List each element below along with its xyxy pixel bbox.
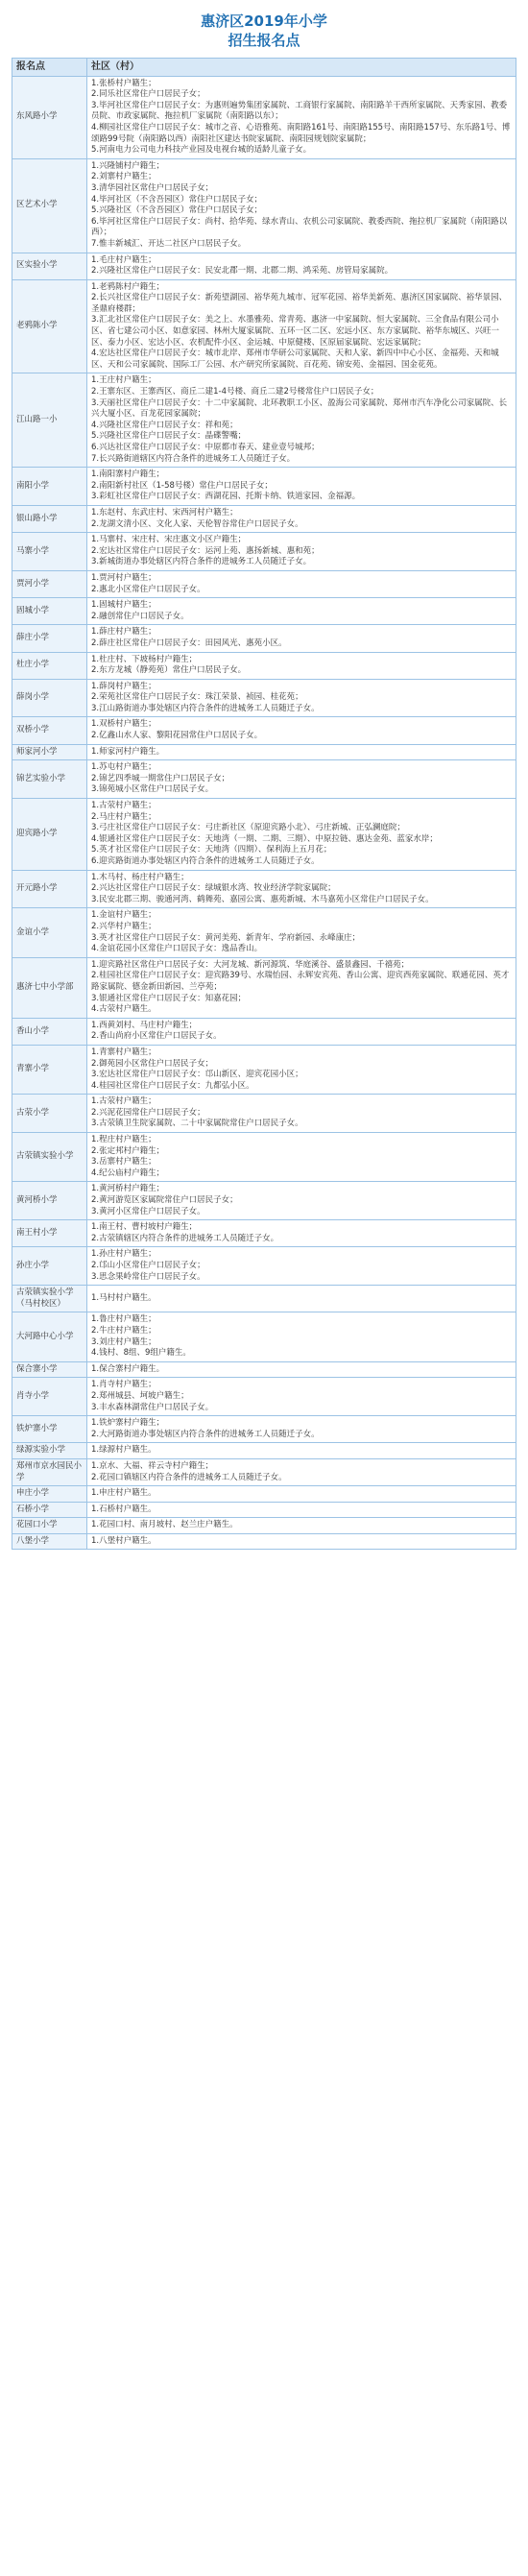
community-cell	[87, 1458, 516, 1485]
community-line: 4.毕河社区（不含吾园区）常住户口居民子女；	[91, 194, 263, 205]
community-line: 1.兴隆铺村户籍生；	[91, 160, 165, 171]
school-name-cell: 江山路一小	[12, 373, 87, 468]
community-line: 2.桂园社区常住户口居民子女：迎宾路39号、水瑞怡园、永辉安宾苑、香山公寓、迎宾西苑家属院、联通花园、英才路家属院、德金新田新园、兰亭苑；	[91, 971, 510, 992]
community-line: 2.古荥镇辖区内符合条件的进城务工人员随迁子女。	[91, 1233, 279, 1243]
community-line: 2.兴隆社区常住户口居民子女：民安北郡一期、北郡二期、鸿采苑、房管局家属院。	[91, 266, 394, 277]
school-name-cell: 青寨小学	[12, 1045, 87, 1094]
community-line: 3.弓庄社区常住户口居民子女：弓庄新社区（原迎宾路小北）、弓庄新城、正弘澜庭院；	[91, 823, 405, 833]
community-line: 4.桂园社区常住户口居民子女：九都弘小区。	[91, 1080, 254, 1091]
community-line: 1.东赵村、东武庄村、宋西河村户籍生；	[91, 507, 238, 518]
community-line: 2.锦艺四季城一期常住户口居民子女；	[91, 773, 230, 783]
table-row	[12, 1378, 516, 1416]
community-line: 2.刘寨村户籍生；	[91, 172, 156, 182]
community-line: 1.马村村户籍生。	[91, 1292, 156, 1303]
table-row	[12, 533, 516, 571]
table-row	[12, 652, 516, 679]
school-name-cell: 古荥小学	[12, 1095, 87, 1133]
school-name-cell: 区实验小学	[12, 253, 87, 279]
table-body	[12, 76, 516, 1550]
community-line: 1.固城村户籍生；	[91, 600, 156, 611]
community-line: 2.融创常住户口居民子女。	[91, 611, 189, 621]
table-row	[12, 1018, 516, 1045]
community-cell	[87, 1095, 516, 1133]
community-cell	[87, 253, 516, 279]
community-line: 1.杜庄村、下坡杨村户籍生；	[91, 654, 198, 664]
school-name-cell: 八堡小学	[12, 1533, 87, 1550]
community-line: 2.香山尚府小区常住户口居民子女。	[91, 1031, 222, 1042]
community-cell	[87, 760, 516, 799]
school-name-cell: 黄河桥小学	[12, 1182, 87, 1220]
table-row	[12, 679, 516, 717]
community-line: 1.八堡村户籍生。	[91, 1535, 156, 1546]
community-cell	[87, 1182, 516, 1220]
table-row	[12, 505, 516, 532]
community-cell	[87, 373, 516, 468]
community-line: 1.肖寺村户籍生；	[91, 1380, 156, 1390]
community-line: 1.薛庄村户籍生；	[91, 627, 156, 638]
table-row	[12, 870, 516, 908]
community-cell	[87, 1416, 516, 1443]
school-name-cell: 石桥小学	[12, 1502, 87, 1518]
community-cell	[87, 1018, 516, 1045]
community-line: 5.兴隆社区（不含吾园区）常住户口居民子女；	[91, 205, 263, 216]
community-line: 2.南阳新村社区（1-58号楼）常住户口居民子女；	[91, 480, 273, 491]
community-line: 4.钱村、8组、9组户籍生。	[91, 1348, 191, 1359]
community-line: 1.金谊村户籍生；	[91, 910, 156, 921]
community-line: 7.惟丰新城汇、开达二社区户口居民子女。	[91, 238, 247, 249]
community-line: 1.苏屯村户籍生；	[91, 762, 156, 773]
community-line: 3.新城街道办事处辖区内符合条件的进城务工人员随迁子女。	[91, 557, 312, 567]
community-line: 4.兴隆社区常住户口居民子女：祥和苑；	[91, 420, 238, 430]
community-line: 2.马庄村户籍生；	[91, 811, 156, 822]
community-line: 2.张定邦村户籍生；	[91, 1145, 165, 1156]
community-line: 2.邙山小区常住户口居民子女；	[91, 1261, 205, 1270]
community-cell	[87, 1133, 516, 1182]
community-line: 2.兴华村户籍生；	[91, 921, 156, 931]
school-name-cell: 马寨小学	[12, 533, 87, 571]
community-line: 6.毕河社区常住户口居民子女：尚村、拾华苑、绿水青山、农机公司家属院、教委西院、拖拉机厂家属院（南阳路以西）；	[91, 216, 508, 238]
school-name-cell: 固城小学	[12, 598, 87, 625]
community-line: 2.花园口镇辖区内符合条件的进城务工人员随迁子女。	[91, 1472, 287, 1482]
community-line: 6.迎宾路街道办事处辖区内符合条件的进城务工人员随迁子女。	[91, 856, 320, 866]
community-cell	[87, 744, 516, 760]
community-line: 1.迎宾路社区常住户口居民子女：大河龙城、新河源筑、华庭溪谷、盛景鑫园、千禧苑；	[91, 959, 410, 970]
community-line: 2.亿鑫山水人家、黎阳花园常住户口居民子女。	[91, 731, 263, 741]
community-line: 1.张桥村户籍生；	[91, 78, 156, 88]
community-line: 3.宏达社区常住户口居民子女：邙山新区、迎宾花园小区；	[91, 1070, 303, 1080]
table-row	[12, 1416, 516, 1443]
community-line: 1.花园口村、南月坡村、赵兰庄户籍生。	[91, 1520, 238, 1530]
school-name-cell: 金谊小学	[12, 908, 87, 957]
community-line: 1.贾河村户籍生；	[91, 572, 156, 583]
school-name-cell: 师家河小学	[12, 744, 87, 760]
community-cell	[87, 679, 516, 717]
school-name-cell: 杜庄小学	[12, 652, 87, 679]
table-row	[12, 1518, 516, 1534]
table-row	[12, 1045, 516, 1094]
community-cell	[87, 870, 516, 908]
school-name-cell: 孙庄小学	[12, 1247, 87, 1286]
community-cell	[87, 1286, 516, 1312]
community-line: 2.惠北小区常住户口居民子女。	[91, 584, 205, 594]
community-line: 1.黄河桥村户籍生；	[91, 1184, 165, 1194]
school-name-cell: 惠济七中小学部	[12, 957, 87, 1018]
community-cell	[87, 1045, 516, 1094]
school-name-cell: 银山路小学	[12, 505, 87, 532]
table-row	[12, 468, 516, 506]
community-line: 1.双桥村户籍生；	[91, 719, 156, 730]
table-row	[12, 158, 516, 253]
community-line: 2.黄河游览区家属院常住户口居民子女；	[91, 1195, 238, 1206]
community-line: 5.英才社区常住户口居民子女：天地湾（四期）、保利海上五月花；	[91, 845, 332, 855]
table-row	[12, 1486, 516, 1503]
school-name-cell: 双桥小学	[12, 717, 87, 744]
school-name-cell: 开元路小学	[12, 870, 87, 908]
table-row	[12, 625, 516, 652]
community-line: 1.京水、大福、祥云寺村户籍生；	[91, 1460, 214, 1471]
community-line: 4.柳园社区常住户口居民子女：城市之音、心语雅苑、南阳路161号、南阳路155号、南阳路157号、东乐路1号、博颂路99号院（南阳路以西）南阳社区建达书院家属院、南阳园规划院家属院；	[91, 122, 511, 144]
table-row	[12, 1247, 516, 1286]
school-name-cell: 保合寨小学	[12, 1361, 87, 1378]
community-line: 4.宏达社区常住户口居民子女：城市北岸、郑州市华研公司家属院、天和人家、新四中中心小区、金福苑、天和城区、天和公司家属院、国际工厂公园、水产研究所家属院、百花苑、锦安苑、金福园、国金花苑。	[91, 349, 499, 370]
community-cell	[87, 279, 516, 373]
community-line: 1.老鸦陈村户籍生；	[91, 281, 165, 292]
school-name-cell: 铁炉寨小学	[12, 1416, 87, 1443]
community-cell	[87, 505, 516, 532]
table-row	[12, 1533, 516, 1550]
community-line: 2.兴泥花园常住户口居民子女；	[91, 1107, 205, 1118]
table-row	[12, 1458, 516, 1485]
community-line: 1.南阳寨村户籍生；	[91, 469, 165, 480]
community-line: 3.丰水森林湖常住户口居民子女。	[91, 1402, 214, 1412]
community-line: 1.王庄村户籍生；	[91, 375, 156, 386]
table-row	[12, 957, 516, 1018]
community-cell	[87, 908, 516, 957]
community-cell	[87, 570, 516, 597]
table-row	[12, 598, 516, 625]
table-row	[12, 1133, 516, 1182]
school-name-cell: 申庄小学	[12, 1486, 87, 1503]
community-line: 1.申庄村户籍生。	[91, 1488, 156, 1499]
community-cell	[87, 1502, 516, 1518]
community-line: 2.宏达社区常住户口居民子女：运河上苑、惠扬新城、惠和苑；	[91, 545, 320, 556]
school-name-cell: 郑州市京水园民小学	[12, 1458, 87, 1485]
community-cell	[87, 1518, 516, 1534]
community-line: 2.荣苑社区常住户口居民子女：珠江荣景、祯园、桂花苑；	[91, 692, 303, 703]
school-name-cell: 南王村小学	[12, 1220, 87, 1247]
school-name-cell: 绿源实验小学	[12, 1443, 87, 1459]
community-line: 2.御苑园小区常住户口居民子女；	[91, 1058, 214, 1069]
community-line: 1.古荥村户籍生；	[91, 801, 156, 811]
community-line: 1.南王村、曹村坡村户籍生；	[91, 1222, 198, 1233]
community-line: 5.河南电力公司电力科技产业园及电视台城的适龄儿童子女。	[91, 145, 312, 156]
school-name-cell: 薛庄小学	[12, 625, 87, 652]
community-line: 3.天丽社区常住户口居民子女：十二中家属院、北环教职工小区、盈海公司家属院、郑州市汽车净化公司家属院、长兴大厦小区、百龙花园家属院；	[91, 397, 508, 420]
community-line: 2.郑州城县、坷坡户籍生；	[91, 1390, 189, 1401]
community-line: 1.师家河村户籍生。	[91, 746, 165, 757]
community-line: 3.英才社区常住户口居民子女：黄河美苑、新青年、学府新园、永峰康庄；	[91, 932, 361, 943]
community-line: 1.程庄村户籍生；	[91, 1135, 156, 1145]
table-row	[12, 253, 516, 279]
community-cell	[87, 652, 516, 679]
school-name-cell: 区艺术小学	[12, 158, 87, 253]
table-row	[12, 373, 516, 468]
community-line: 3.清华园社区常住户口居民子女；	[91, 182, 214, 193]
community-line: 3.彩虹社区常住户口居民子女：西湖花园、托斯卡纳、铁道家园、金福源。	[91, 492, 361, 502]
column-header-community: 社区（村）	[87, 59, 516, 77]
table-row	[12, 1443, 516, 1459]
community-line: 3.黄河小区常住户口居民子女。	[91, 1206, 205, 1216]
community-line: 3.刘庄村户籍生；	[91, 1336, 156, 1347]
community-line: 3.古荥镇卫生院家属院、二十中家属院常住户口居民子女。	[91, 1119, 303, 1129]
community-cell	[87, 1378, 516, 1416]
enrollment-table	[12, 58, 516, 1550]
community-line: 7.长兴路街道辖区内符合条件的进城务工人员随迁子女。	[91, 453, 296, 464]
community-line: 3.思念果岭常住户口居民子女。	[91, 1271, 205, 1282]
table-row	[12, 1502, 516, 1518]
school-name-cell: 老鸦陈小学	[12, 279, 87, 373]
table-row	[12, 1182, 516, 1220]
school-name-cell: 古荥镇实验小学（马村校区）	[12, 1286, 87, 1312]
table-row	[12, 1286, 516, 1312]
school-name-cell: 薛岗小学	[12, 679, 87, 717]
school-name-cell: 贾河小学	[12, 570, 87, 597]
community-cell	[87, 158, 516, 253]
community-line: 2.长兴社区常住户口居民子女：新苑望湖园、裕华苑九城市、冠军花园、裕华美新苑、惠济区国家属院、裕华景园、圣鼎府楼群；	[91, 293, 508, 314]
school-name-cell: 东风路小学	[12, 76, 87, 158]
community-cell	[87, 1361, 516, 1378]
community-cell	[87, 799, 516, 871]
table-row	[12, 744, 516, 760]
table-row	[12, 76, 516, 158]
table-header-row	[12, 59, 516, 77]
table-row	[12, 760, 516, 799]
community-cell	[87, 957, 516, 1018]
community-line: 1.石桥村户籍生。	[91, 1504, 156, 1514]
column-header-school: 报名点	[12, 59, 87, 77]
table-row	[12, 279, 516, 373]
community-line: 2.同乐社区常住户口居民子女；	[91, 89, 205, 100]
school-name-cell: 锦艺实验小学	[12, 760, 87, 799]
school-name-cell: 大河路中心小学	[12, 1312, 87, 1361]
community-line: 1.木马村、杨庄村户籍生；	[91, 872, 189, 882]
community-line: 1.西黄刘村、马庄村户籍生；	[91, 1020, 198, 1030]
table-row	[12, 1095, 516, 1133]
community-line: 1.保合寨村户籍生。	[91, 1363, 165, 1374]
community-line: 1.铁炉寨村户籍生；	[91, 1418, 165, 1429]
community-line: 6.兴达社区常住户口居民子女：中原都市春天、建业壹号城邦；	[91, 443, 320, 452]
table-row	[12, 1312, 516, 1361]
community-line: 1.薛岗村户籍生；	[91, 681, 156, 691]
community-line: 1.孙庄村户籍生；	[91, 1249, 156, 1260]
community-line: 3.汇北社区常住户口居民子女：美之上、水墨雅苑、常青苑、惠济一中家属院、恒大家属院、三全食品有限公司小区、省七建公司小区、如意家园、林州大厦家属院、五环一区二区、宏远小区、东方家属院、裕华东城区、兴旺一区、泰力小区、宏达小区、农机配件小区、金运城、中原健楼、区原届家属院、宏远家属院；	[91, 315, 500, 348]
community-cell	[87, 1312, 516, 1361]
community-line: 1.鲁庄村户籍生；	[91, 1314, 156, 1325]
table-row	[12, 717, 516, 744]
community-cell	[87, 76, 516, 158]
table-row	[12, 799, 516, 871]
community-line: 3.岳寨村户籍生；	[91, 1157, 156, 1168]
community-line: 5.兴隆社区常住户口居民子女：晶碟警嘴；	[91, 431, 247, 442]
community-line: 1.马寨村、宋庄村、宋庄惠文小区户籍生；	[91, 535, 247, 545]
community-line: 3.银通社区常住户口居民子女：知嘉花园；	[91, 993, 247, 1003]
community-cell	[87, 625, 516, 652]
community-line: 4.古荥村户籍生。	[91, 1004, 156, 1015]
community-line: 2.牛庄村户籍生；	[91, 1325, 156, 1336]
community-line: 2.东方龙城（静苑苑）常住户口居民子女。	[91, 665, 247, 676]
school-name-cell: 古荥镇实验小学	[12, 1133, 87, 1182]
document-title: 惠济区2019年小学	[201, 12, 327, 30]
community-cell	[87, 598, 516, 625]
community-line: 1.古荥村户籍生；	[91, 1096, 156, 1107]
table-row	[12, 570, 516, 597]
community-line: 4.金谊花园小区常住户口居民子女：逸品香山。	[91, 944, 263, 954]
community-cell	[87, 1486, 516, 1503]
community-line: 2.龙湖文清小区、文化人家、天伦智谷常住户口居民子女。	[91, 518, 303, 529]
table-row	[12, 1220, 516, 1247]
school-name-cell: 香山小学	[12, 1018, 87, 1045]
community-line: 4.纪公庙村户籍生；	[91, 1168, 165, 1178]
community-line: 1.青寨村户籍生；	[91, 1047, 156, 1057]
community-cell	[87, 717, 516, 744]
community-line: 2.薛庄社区常住户口居民子女：田园风光、惠苑小区。	[91, 638, 287, 648]
community-line: 3.锦苑城小区常住户口居民子女。	[91, 784, 214, 795]
school-name-cell: 花园口小学	[12, 1518, 87, 1534]
school-name-cell: 迎宾路小学	[12, 799, 87, 871]
table-row	[12, 1361, 516, 1378]
school-name-cell: 南阳小学	[12, 468, 87, 506]
community-line: 1.绿源村户籍生。	[91, 1445, 156, 1456]
table-row	[12, 908, 516, 957]
community-cell	[87, 533, 516, 571]
school-name-cell: 肖寺小学	[12, 1378, 87, 1416]
community-line: 1.毛庄村户籍生；	[91, 254, 156, 265]
community-cell	[87, 1533, 516, 1550]
community-cell	[87, 468, 516, 506]
community-cell	[87, 1220, 516, 1247]
document-subtitle: 招生报名点	[228, 32, 300, 49]
community-line: 2.兴达社区常住户口居民子女：绿城银水湾、牧业经济学院家属院；	[91, 883, 336, 894]
community-line: 3.民安北郡三期、骏通河湾、鹤舞苑、嘉园公寓、惠苑新城、木马嘉苑小区常住户口居民子女。	[91, 894, 434, 904]
community-line: 2.大河路街道办事处辖区内符合条件的进城务工人员随迁子女。	[91, 1429, 320, 1439]
community-line: 3.江山路街道办事处辖区内符合条件的进城务工人员随迁子女。	[91, 703, 320, 713]
community-line: 4.银通社区常住户口居民子女：天地湾（一期、二期、三期）、中原拉链、惠达金苑、蓝家水岸；	[91, 833, 438, 844]
community-line: 3.毕河社区常住户口居民子女：为惠则遍势集团家属院、工商银行家属院、南阳路羊干西所家属院、天秀家园、教委员院、市政家属院、拖拉机厂家属院（南阳路以东）；	[91, 100, 508, 122]
community-cell	[87, 1443, 516, 1459]
community-cell	[87, 1247, 516, 1286]
community-line: 2.王寨东区、王寨西区、商丘二建1-4号楼、商丘二建2号楼常住户口居民子女；	[91, 387, 379, 397]
